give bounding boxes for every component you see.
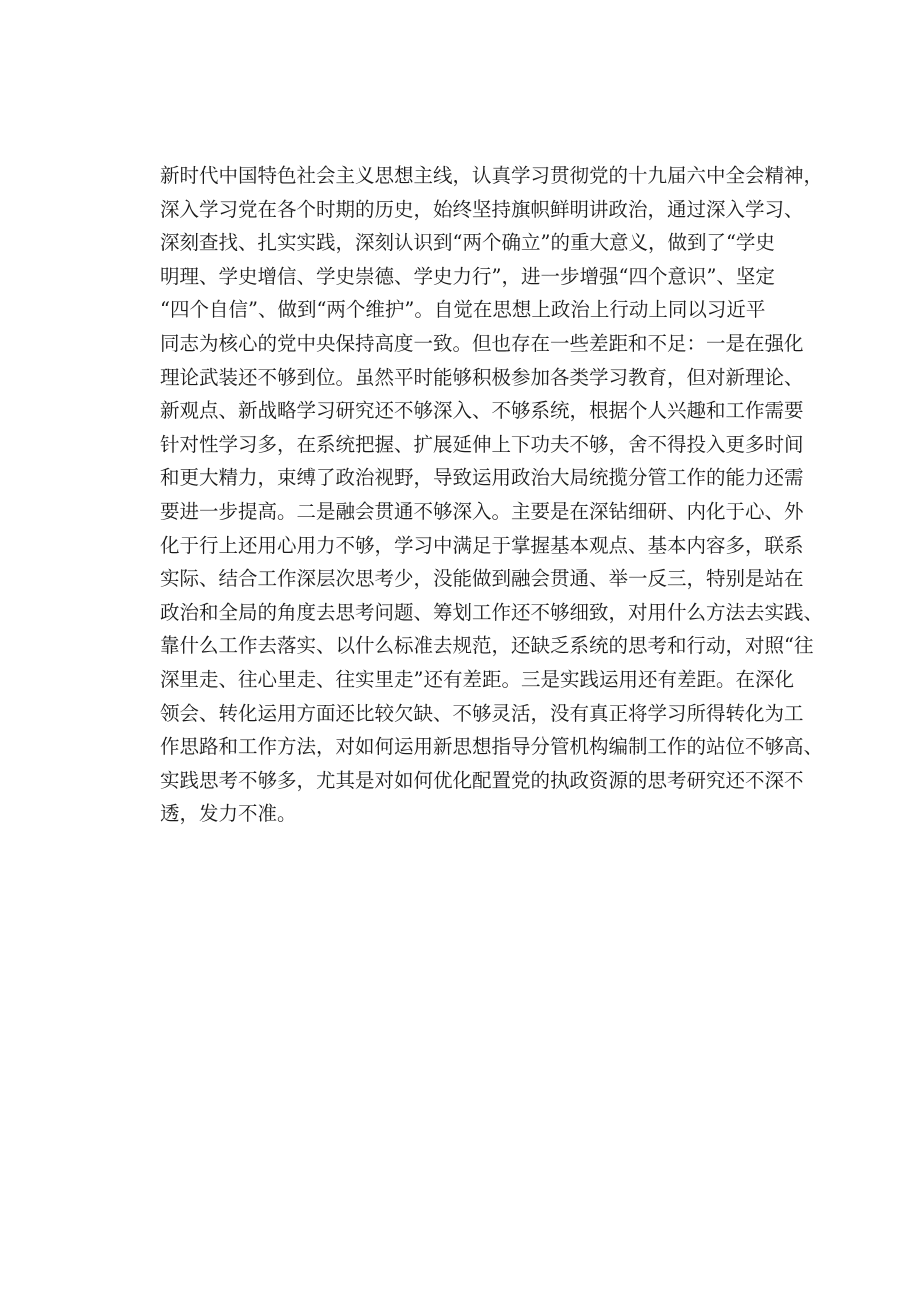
paragraph-line-1: 新时代中国特色社会主义思想主线，认真学习贯彻党的十九届六中全会精神， bbox=[160, 164, 824, 187]
paragraph-line-2: 深入学习党在各个时期的历史，始终坚持旗帜鲜明讲政治，通过深入学习、 bbox=[160, 197, 804, 221]
paragraph-line-16: 深里走、往心里走、往实里走”还有差距。三是实践运用还有差距。在深化 bbox=[160, 667, 794, 691]
paragraph-line-14: 政治和全局的角度去思考问题、筹划工作还不够细致，对用什么方法去实践、 bbox=[160, 600, 824, 624]
paragraph-line-18: 作思路和工作方法，对如何运用新思想指导分管机构编制工作的站位不够高、 bbox=[160, 735, 824, 759]
body-paragraph bbox=[160, 159, 824, 831]
paragraph-line-10: 和更大精力，束缚了政治视野，导致运用政治大局统揽分管工作的能力还需 bbox=[160, 466, 804, 490]
paragraph-line-5: “四个自信”、做到“两个维护”。自觉在思想上政治上行动上同以习近平 bbox=[160, 298, 766, 322]
paragraph-line-12: 化于行上还用心用力不够，学习中满足于掌握基本观点、基本内容多，联系 bbox=[160, 533, 804, 557]
paragraph-line-6: 同志为核心的党中央保持高度一致。但也存在一些差距和不足：一是在强化 bbox=[160, 331, 804, 355]
paragraph-line-4: 明理、学史增信、学史崇德、学史力行”，进一步增强“四个意识”、坚定 bbox=[160, 264, 775, 288]
paragraph-line-7: 理论武装还不够到位。虽然平时能够积极参加各类学习教育，但对新理论、 bbox=[160, 365, 804, 389]
paragraph-line-15: 靠什么工作去落实、以什么标准去规范，还缺乏系统的思考和行动，对照“往 bbox=[160, 634, 814, 658]
paragraph-line-19: 实践思考不够多，尤其是对如何优化配置党的执政资源的思考研究还不深不 bbox=[160, 768, 804, 792]
paragraph-line-20: 透，发力不准。 bbox=[160, 802, 297, 826]
paragraph-line-9: 针对性学习多，在系统把握、扩展延伸上下功夫不够，舍不得投入更多时间 bbox=[160, 432, 804, 456]
paragraph-line-8: 新观点、新战略学习研究还不够深入、不够系统，根据个人兴趣和工作需要 bbox=[160, 399, 804, 423]
paragraph-line-13: 实际、结合工作深层次思考少，没能做到融会贯通、举一反三，特别是站在 bbox=[160, 567, 804, 591]
paragraph-line-11: 要进一步提高。二是融会贯通不够深入。主要是在深钻细研、内化于心、外 bbox=[160, 499, 804, 523]
paragraph-line-3: 深刻查找、扎实实践，深刻认识到“两个确立”的重大意义，做到了“学史 bbox=[160, 231, 775, 255]
paragraph-line-17: 领会、转化运用方面还比较欠缺、不够灵活，没有真正将学习所得转化为工 bbox=[160, 701, 804, 725]
